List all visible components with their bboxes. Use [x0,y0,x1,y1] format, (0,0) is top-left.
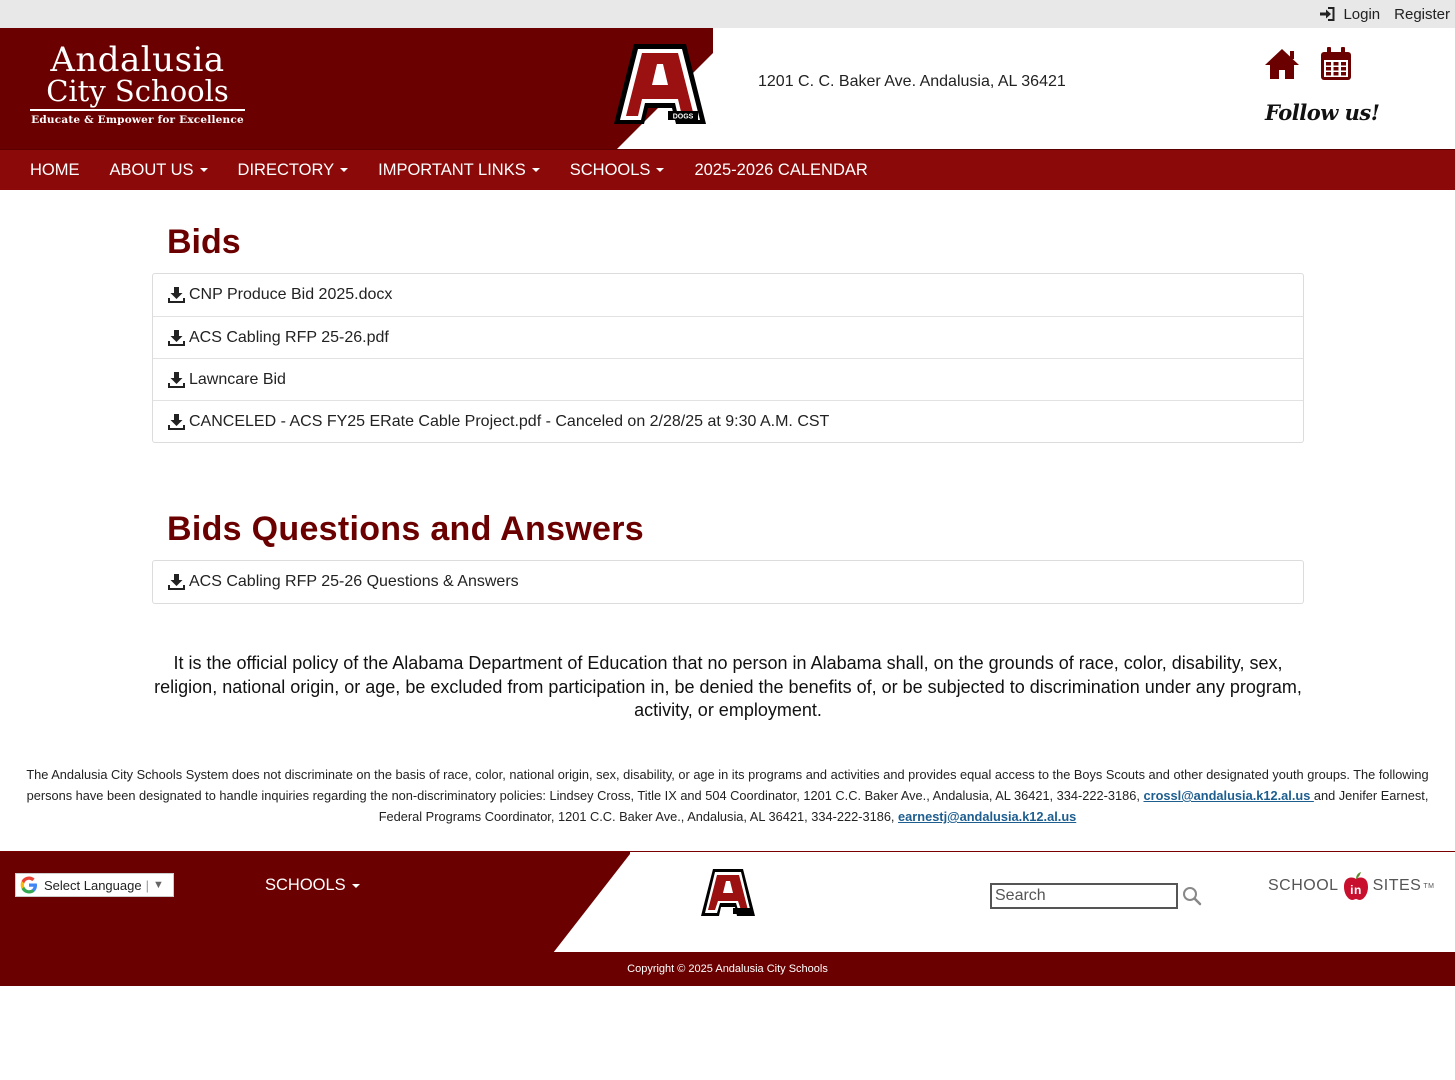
bids-qa-heading: Bids Questions and Answers [167,510,644,548]
header-quick-icons [1263,46,1355,82]
nav-item-calendar[interactable] [679,150,882,191]
caret-down-icon [656,168,664,172]
copyright-bar [0,952,1455,986]
file-name: ACS Cabling RFP 25-26 Questions & Answers [189,573,519,590]
caret-down-icon [352,884,360,888]
bids-qa-file-list [152,560,1304,604]
sis-trademark: TM [1423,882,1435,890]
nondiscrimination-notice [20,764,1435,827]
download-icon [168,372,185,388]
nav-item-home[interactable] [15,150,95,191]
nav-item-schools[interactable] [555,150,680,191]
register-link[interactable]: Register [1394,5,1450,23]
top-utility-bar [0,0,1455,28]
alsde-policy-statement: It is the official policy of the Alabama Department of Education that no person in Alabama shall, on the grounds of race, color, disability, sex, religion, national origin, or age, be excluded from participation in, be denied the benefits of, or be subjected to discrimination under any program, activity, or employment. [154,653,1302,720]
search-icon[interactable] [1182,886,1202,906]
nondiscrimination-text-part1: The Andalusia City Schools System does not discriminate on the basis of race, color, national origin, sex, disability, or age in its programs and activities and provides equal access to the Boys Scouts and other designated youth groups. The following persons have been designated to handle inquiries regarding the non-discriminatory policies: Lindsey Cross, Title IX and 504 Coordinator, 1201 C.C. Baker Ave., Andalusia, AL 36421, 334-222-3186, [26,767,1429,803]
selector-divider: | [145,877,149,893]
bids-heading: Bids [167,223,241,261]
download-icon [168,574,185,590]
caret-down-icon [200,168,208,172]
district-address: 1201 C. C. Baker Ave. Andalusia, AL 36421 [758,73,1066,90]
sis-brand-right: SITES [1372,877,1422,894]
nav-home-label: HOME [30,160,80,179]
file-list-item[interactable] [153,316,1303,358]
bids-file-list [152,273,1304,443]
calendar-icon[interactable] [1317,46,1355,82]
logo-mark-text: DOGS [672,113,694,121]
footer-schools-label: SCHOOLS [265,876,346,894]
file-name: Lawncare Bid [189,370,286,388]
brand-tagline: Educate & Empower for Excellence [31,114,244,126]
nav-about-label: ABOUT US [109,160,194,179]
login-label: Login [1343,5,1381,23]
download-icon [168,414,185,430]
copyright-text: Copyright © 2025 Andalusia City Schools [627,963,828,975]
nav-calendar-label: 2025-2026 CALENDAR [694,160,868,179]
download-icon [168,287,185,303]
caret-down-icon [340,168,348,172]
language-selector[interactable] [15,873,174,897]
nondiscrimination-text-part2: and Jenifer Earnest, Federal Programs Coordinator, 1201 C.C. Baker Ave., Andalusia, AL 36421, 334-222-3186, [378,788,1429,824]
search-input[interactable] [990,883,1178,909]
brand-wordmark[interactable] [30,40,245,126]
sis-brand-left: SCHOOL [1268,877,1339,894]
nav-item-directory[interactable] [223,150,364,191]
apple-icon [1341,870,1371,902]
file-list-item[interactable] [153,400,1303,442]
nav-schools-label: SCHOOLS [569,160,651,179]
account-links [1319,0,1450,28]
caret-down-icon [532,168,540,172]
footer-maroon-background [0,852,630,953]
footer-schools-menu[interactable] [265,876,360,895]
main-nav [0,149,1455,190]
google-g-icon [20,876,38,894]
sign-in-icon [1319,7,1335,21]
language-selector-label: Select Language [44,877,142,893]
home-icon[interactable] [1263,46,1301,82]
schoolinsites-logo[interactable] [1268,870,1434,902]
nav-item-about-us[interactable] [95,150,223,191]
nav-directory-label: DIRECTORY [237,160,335,179]
site-footer [0,851,1455,952]
brand-divider [30,109,245,111]
file-list-item[interactable] [153,358,1303,400]
federal-programs-email-link[interactable]: earnestj@andalusia.k12.al.us [898,809,1077,824]
file-name: CANCELED - ACS FY25 ERate Cable Project.pdf - Canceled on 2/28/25 at 9:30 A.M. CST [189,412,830,430]
site-search [990,883,1202,909]
nav-item-important-links[interactable] [363,150,555,191]
file-name: ACS Cabling RFP 25-26.pdf [189,328,389,346]
footer-a-logo[interactable] [700,868,756,918]
bulldogs-a-logo[interactable] [612,42,708,128]
follow-us-text: Follow us! [1265,100,1380,125]
file-list-item[interactable] [153,274,1303,316]
file-name: CNP Produce Bid 2025.docx [189,286,393,303]
dropdown-arrow-icon: ▼ [152,879,164,891]
nav-important-links-label: IMPORTANT LINKS [378,160,526,179]
login-link[interactable] [1319,6,1380,23]
sis-brand-in: in [1349,883,1362,897]
site-header [0,28,1455,149]
download-icon [168,330,185,346]
brand-name-line2: City Schools [46,74,229,108]
file-list-item[interactable] [153,561,1303,603]
brand-name-line1: Andalusia [50,40,225,80]
coordinator-email-link[interactable]: crossl@andalusia.k12.al.us [1143,788,1314,803]
